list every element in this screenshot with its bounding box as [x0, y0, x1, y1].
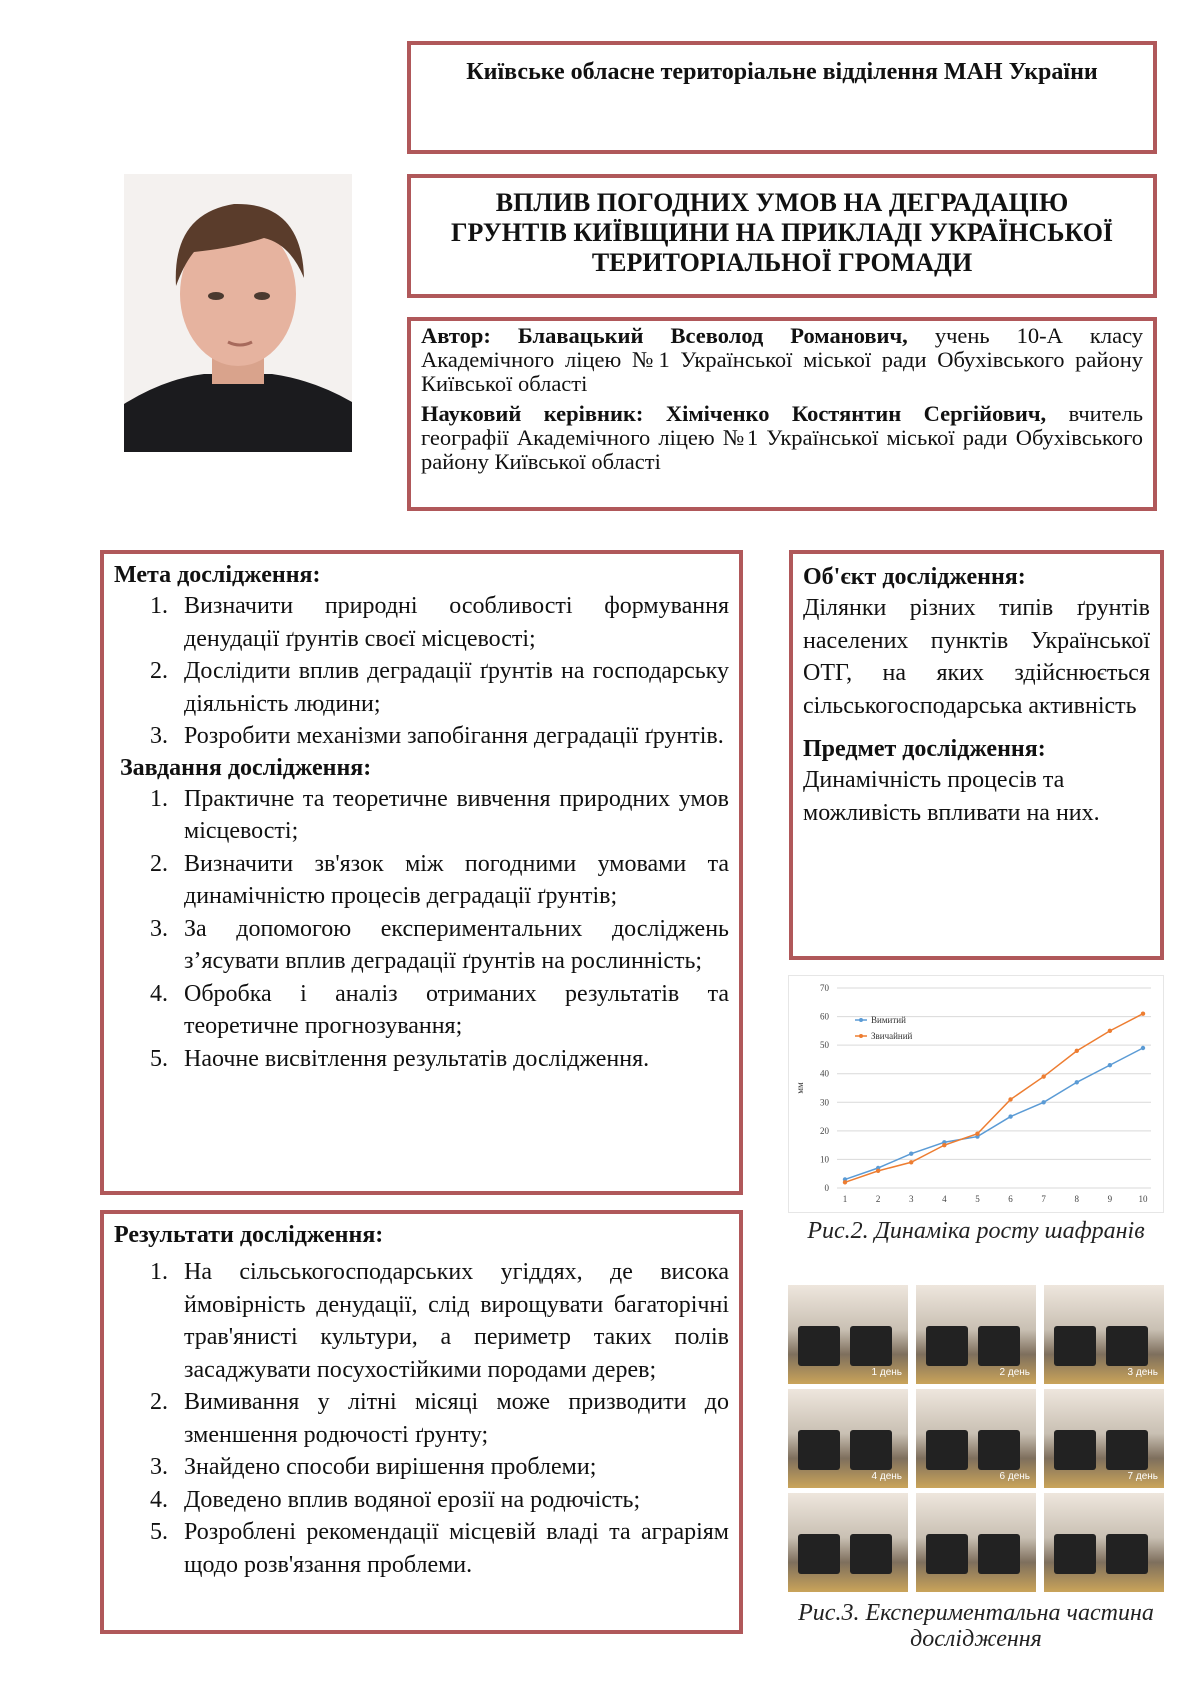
subject-heading: Предмет дослідження:: [803, 736, 1046, 762]
y-tick-label: 0: [824, 1183, 829, 1193]
data-point: [1075, 1049, 1079, 1053]
data-point: [1141, 1012, 1145, 1016]
experiment-photo: [788, 1493, 908, 1592]
result-item: 2. Вимивання у літні місяці може призводити до зменшення родючості ґрунту;: [174, 1386, 729, 1451]
task-item: 1. Практичне та теоретичне вивчення природних умов місцевості;: [174, 783, 729, 848]
object-box: [789, 550, 1164, 960]
figure-3-caption: Рис.3. Експериментальна частина дослідження: [798, 1600, 1154, 1652]
photo-label: 2 день: [999, 1367, 1030, 1378]
result-item: 4. Доведено вплив водяної ерозії на родючість;: [174, 1484, 729, 1517]
experiment-photo: [916, 1285, 1036, 1384]
data-point: [1108, 1029, 1112, 1033]
title-line-1: ВПЛИВ ПОГОДНИХ УМОВ НА ДЕГРАДАЦІЮ: [495, 188, 1069, 217]
result-item: 5. Розроблені рекомендації місцевій владі та аграріям щодо розв'язання проблеми.: [174, 1516, 729, 1581]
supervisor-paragraph: [421, 402, 1143, 474]
task-item: 5. Наочне висвітлення результатів дослідження.: [174, 1043, 729, 1076]
figure-2-caption: Рис.2. Динаміка росту шафранів: [807, 1218, 1145, 1244]
author-description: учень 10-А класу Академічного ліцею №1 Української міської ради Обухівського району Київської області: [421, 323, 1144, 396]
author-name: Блавацький Всеволод Романович,: [517, 323, 908, 348]
result-item: 1. На сільськогосподарських угіддях, де висока ймовірність денудації, слід вирощувати багаторічні трав'янисті культури, а периметр таких полів засаджувати посухостійкими породами дерев;: [174, 1256, 729, 1386]
x-tick-label: 5: [975, 1194, 980, 1204]
title-box: [407, 174, 1157, 298]
data-point: [909, 1160, 913, 1164]
data-point: [1108, 1063, 1112, 1067]
y-axis-label: мм: [795, 1082, 805, 1094]
goal-item: 3. Розробити механізми запобігання деградації ґрунтів.: [174, 720, 729, 753]
experiment-photo: [916, 1389, 1036, 1488]
subject-text: Динамічність процесів та можливість впливати на них.: [803, 767, 1100, 826]
portrait-image: [124, 174, 352, 452]
experiment-photo: [788, 1389, 908, 1488]
photo-label: 3 день: [1127, 1367, 1158, 1378]
legend-marker: [859, 1034, 863, 1038]
x-tick-label: 7: [1041, 1194, 1046, 1204]
data-point: [1141, 1046, 1145, 1050]
results-heading: Результати дослідження:: [114, 1222, 384, 1248]
data-point: [843, 1180, 847, 1184]
data-point: [1008, 1097, 1012, 1101]
object-heading: Об'єкт дослідження:: [803, 564, 1026, 590]
x-tick-label: 1: [842, 1194, 848, 1204]
goal-box: [100, 550, 743, 1195]
task-item: 4. Обробка і аналіз отриманих результатів та теоретичне прогнозування;: [174, 978, 729, 1043]
task-item: 2. Визначити зв'язок між погодними умовами та динамічністю процесів деградації ґрунтів;: [174, 848, 729, 913]
experiment-photos: [788, 1285, 1164, 1592]
results-box: [100, 1210, 743, 1634]
data-point: [975, 1132, 979, 1136]
goal-item: 2. Дослідити вплив деградації ґрунтів на господарську діяльність людини;: [174, 655, 729, 720]
legend-label: Вимитий: [871, 1015, 906, 1025]
goal-heading: Мета дослідження:: [114, 562, 321, 588]
supervisor-description: вчитель географії Академічного ліцею №1 Української міської ради Обухівського району Київської області: [421, 401, 1144, 474]
organization-name: Київське обласне територіальне відділення МАН України: [466, 59, 1098, 85]
x-tick-label: 4: [942, 1194, 947, 1204]
author-label: Автор:: [421, 323, 491, 348]
supervisor-label: Науковий керівник:: [421, 401, 644, 426]
experiment-photo: [788, 1285, 908, 1384]
data-point: [1008, 1114, 1012, 1118]
experiment-photo: [1044, 1493, 1164, 1592]
author-photo: [124, 174, 352, 452]
x-tick-label: 3: [908, 1194, 914, 1204]
goal-list: [114, 590, 729, 753]
supervisor-name: Хіміченко Костянтин Сергійович,: [665, 401, 1047, 426]
data-point: [909, 1152, 913, 1156]
x-tick-label: 6: [1008, 1194, 1013, 1204]
tasks-heading: Завдання дослідження:: [120, 754, 372, 781]
experiment-photo: [916, 1493, 1036, 1592]
task-item: 3. За допомогою експериментальних досліджень з’ясувати вплив деградації ґрунтів на рослинність;: [174, 913, 729, 978]
title-line-3: ТЕРИТОРІАЛЬНОЇ ГРОМАДИ: [591, 248, 973, 277]
experiment-photo: [1044, 1285, 1164, 1384]
legend-marker: [859, 1018, 863, 1022]
goal-item: 1. Визначити природні особливості формування денудації ґрунтів своєї місцевості;: [174, 590, 729, 655]
data-point: [942, 1143, 946, 1147]
title-line-2: ГРУНТІВ КИЇВЩИНИ НА ПРИКЛАДІ УКРАЇНСЬКОЇ: [450, 218, 1114, 247]
x-tick-label: 10: [1138, 1194, 1148, 1204]
author-box: [407, 317, 1157, 511]
y-tick-label: 70: [820, 983, 829, 993]
photo-label: 1 день: [871, 1367, 902, 1378]
y-tick-label: 40: [820, 1068, 829, 1079]
y-tick-label: 60: [820, 1011, 829, 1022]
y-tick-label: 10: [820, 1154, 829, 1165]
y-tick-label: 30: [820, 1097, 829, 1108]
y-tick-label: 20: [820, 1125, 829, 1136]
result-item: 3. Знайдено способи вирішення проблеми;: [174, 1451, 729, 1484]
data-point: [1075, 1080, 1079, 1084]
photo-label: 6 день: [999, 1471, 1030, 1482]
legend-label: Звичайний: [871, 1031, 913, 1041]
x-tick-label: 8: [1074, 1194, 1080, 1204]
photo-label: 4 день: [871, 1471, 902, 1482]
tasks-list: [114, 783, 729, 1076]
organization-header: [407, 41, 1157, 154]
photo-label: 7 день: [1127, 1471, 1158, 1482]
data-point: [1041, 1100, 1045, 1104]
experiment-photo: [1044, 1389, 1164, 1488]
data-point: [1041, 1074, 1045, 1078]
object-text: Ділянки різних типів ґрунтів населених пунктів Української ОТГ, на яких здійснюється сільськогосподарська активність: [803, 595, 1150, 719]
y-tick-label: 50: [820, 1040, 829, 1051]
author-paragraph: [421, 324, 1143, 396]
growth-chart-svg: [789, 976, 1163, 1212]
growth-chart: [788, 975, 1164, 1213]
data-point: [876, 1169, 880, 1173]
poster-title: [411, 188, 1153, 278]
x-tick-label: 2: [875, 1194, 881, 1204]
results-list: [114, 1256, 729, 1581]
x-tick-label: 9: [1107, 1194, 1113, 1204]
